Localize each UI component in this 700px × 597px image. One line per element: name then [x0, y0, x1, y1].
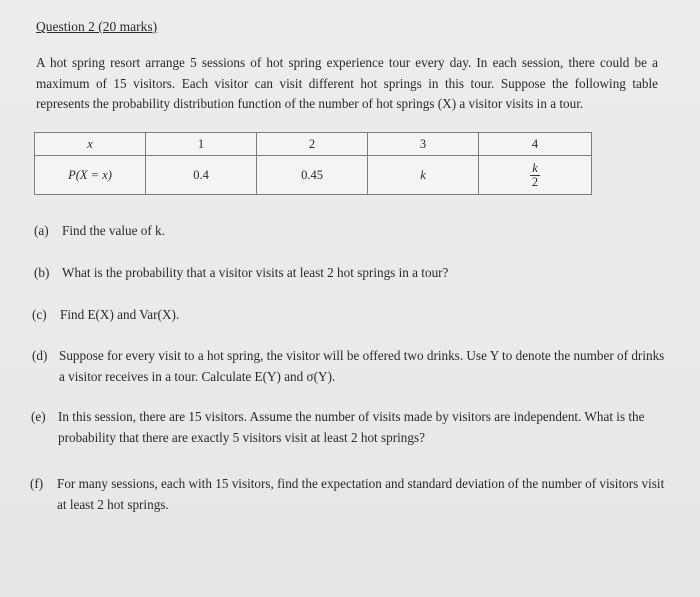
question-e-text: In this session, there are 15 visitors. Assume the number of visits made by visitors are independent. What is the probability that there are exactly 5 visitors visit at least 2 hot springs? [58, 409, 645, 445]
x-value-3: 3 [368, 133, 479, 156]
question-a-label: (a) [34, 223, 49, 238]
question-d [32, 345, 668, 387]
question-b-text: What is the probability that a visitor visits at least 2 hot springs in a tour? [62, 265, 449, 280]
question-f-label: (f) [30, 476, 44, 491]
question-b [34, 262, 654, 283]
fraction-denominator: 2 [531, 174, 539, 189]
question-intro: A hot spring resort arrange 5 sessions of hot spring experience tour every day. In each session, there could be a maximum of 15 visitors. Each visitor can visit different hot springs in this tour. Suppose the following table represents the probability distribution function of the number of hot springs (X) a visitor visits in a tour. [36, 55, 658, 111]
question-e [31, 406, 673, 448]
question-f [30, 473, 675, 515]
p-value-4 [479, 156, 592, 195]
p-value-3-text: k [420, 167, 426, 182]
question-c [32, 304, 652, 325]
p-value-2: 0.45 [257, 156, 368, 195]
question-e-label: (e) [31, 409, 46, 424]
question-a-text: Find the value of k. [62, 223, 165, 238]
fraction-k-over-2 [530, 162, 540, 189]
x-value-1: 1 [146, 133, 257, 156]
question-c-text: Find E(X) and Var(X). [60, 307, 180, 322]
question-d-label: (d) [32, 348, 48, 363]
question-c-label: (c) [32, 307, 47, 322]
question-a [34, 220, 654, 241]
question-f-text: For many sessions, each with 15 visitors, find the expectation and standard deviation of the number of visitors visit at least 2 hot springs. [57, 476, 665, 512]
question-b-label: (b) [34, 265, 50, 280]
x-value-4: 4 [479, 133, 592, 156]
p-value-3 [368, 156, 479, 195]
table-row-x [35, 133, 592, 156]
fraction-numerator: k [532, 160, 538, 175]
header-x-label: x [35, 133, 146, 156]
table-row-p [35, 156, 592, 195]
x-value-2: 2 [257, 133, 368, 156]
question-heading: Question 2 (20 marks) [36, 19, 158, 34]
question-d-text: Suppose for every visit to a hot spring, the visitor will be offered two drinks. Use Y to denote the number of drinks a visitor receives in a tour. Calculate E(Y) and σ(Y). [59, 348, 665, 384]
probability-table [34, 132, 592, 195]
p-value-1: 0.4 [146, 156, 257, 195]
row-p-label: P(X = x) [35, 156, 146, 195]
